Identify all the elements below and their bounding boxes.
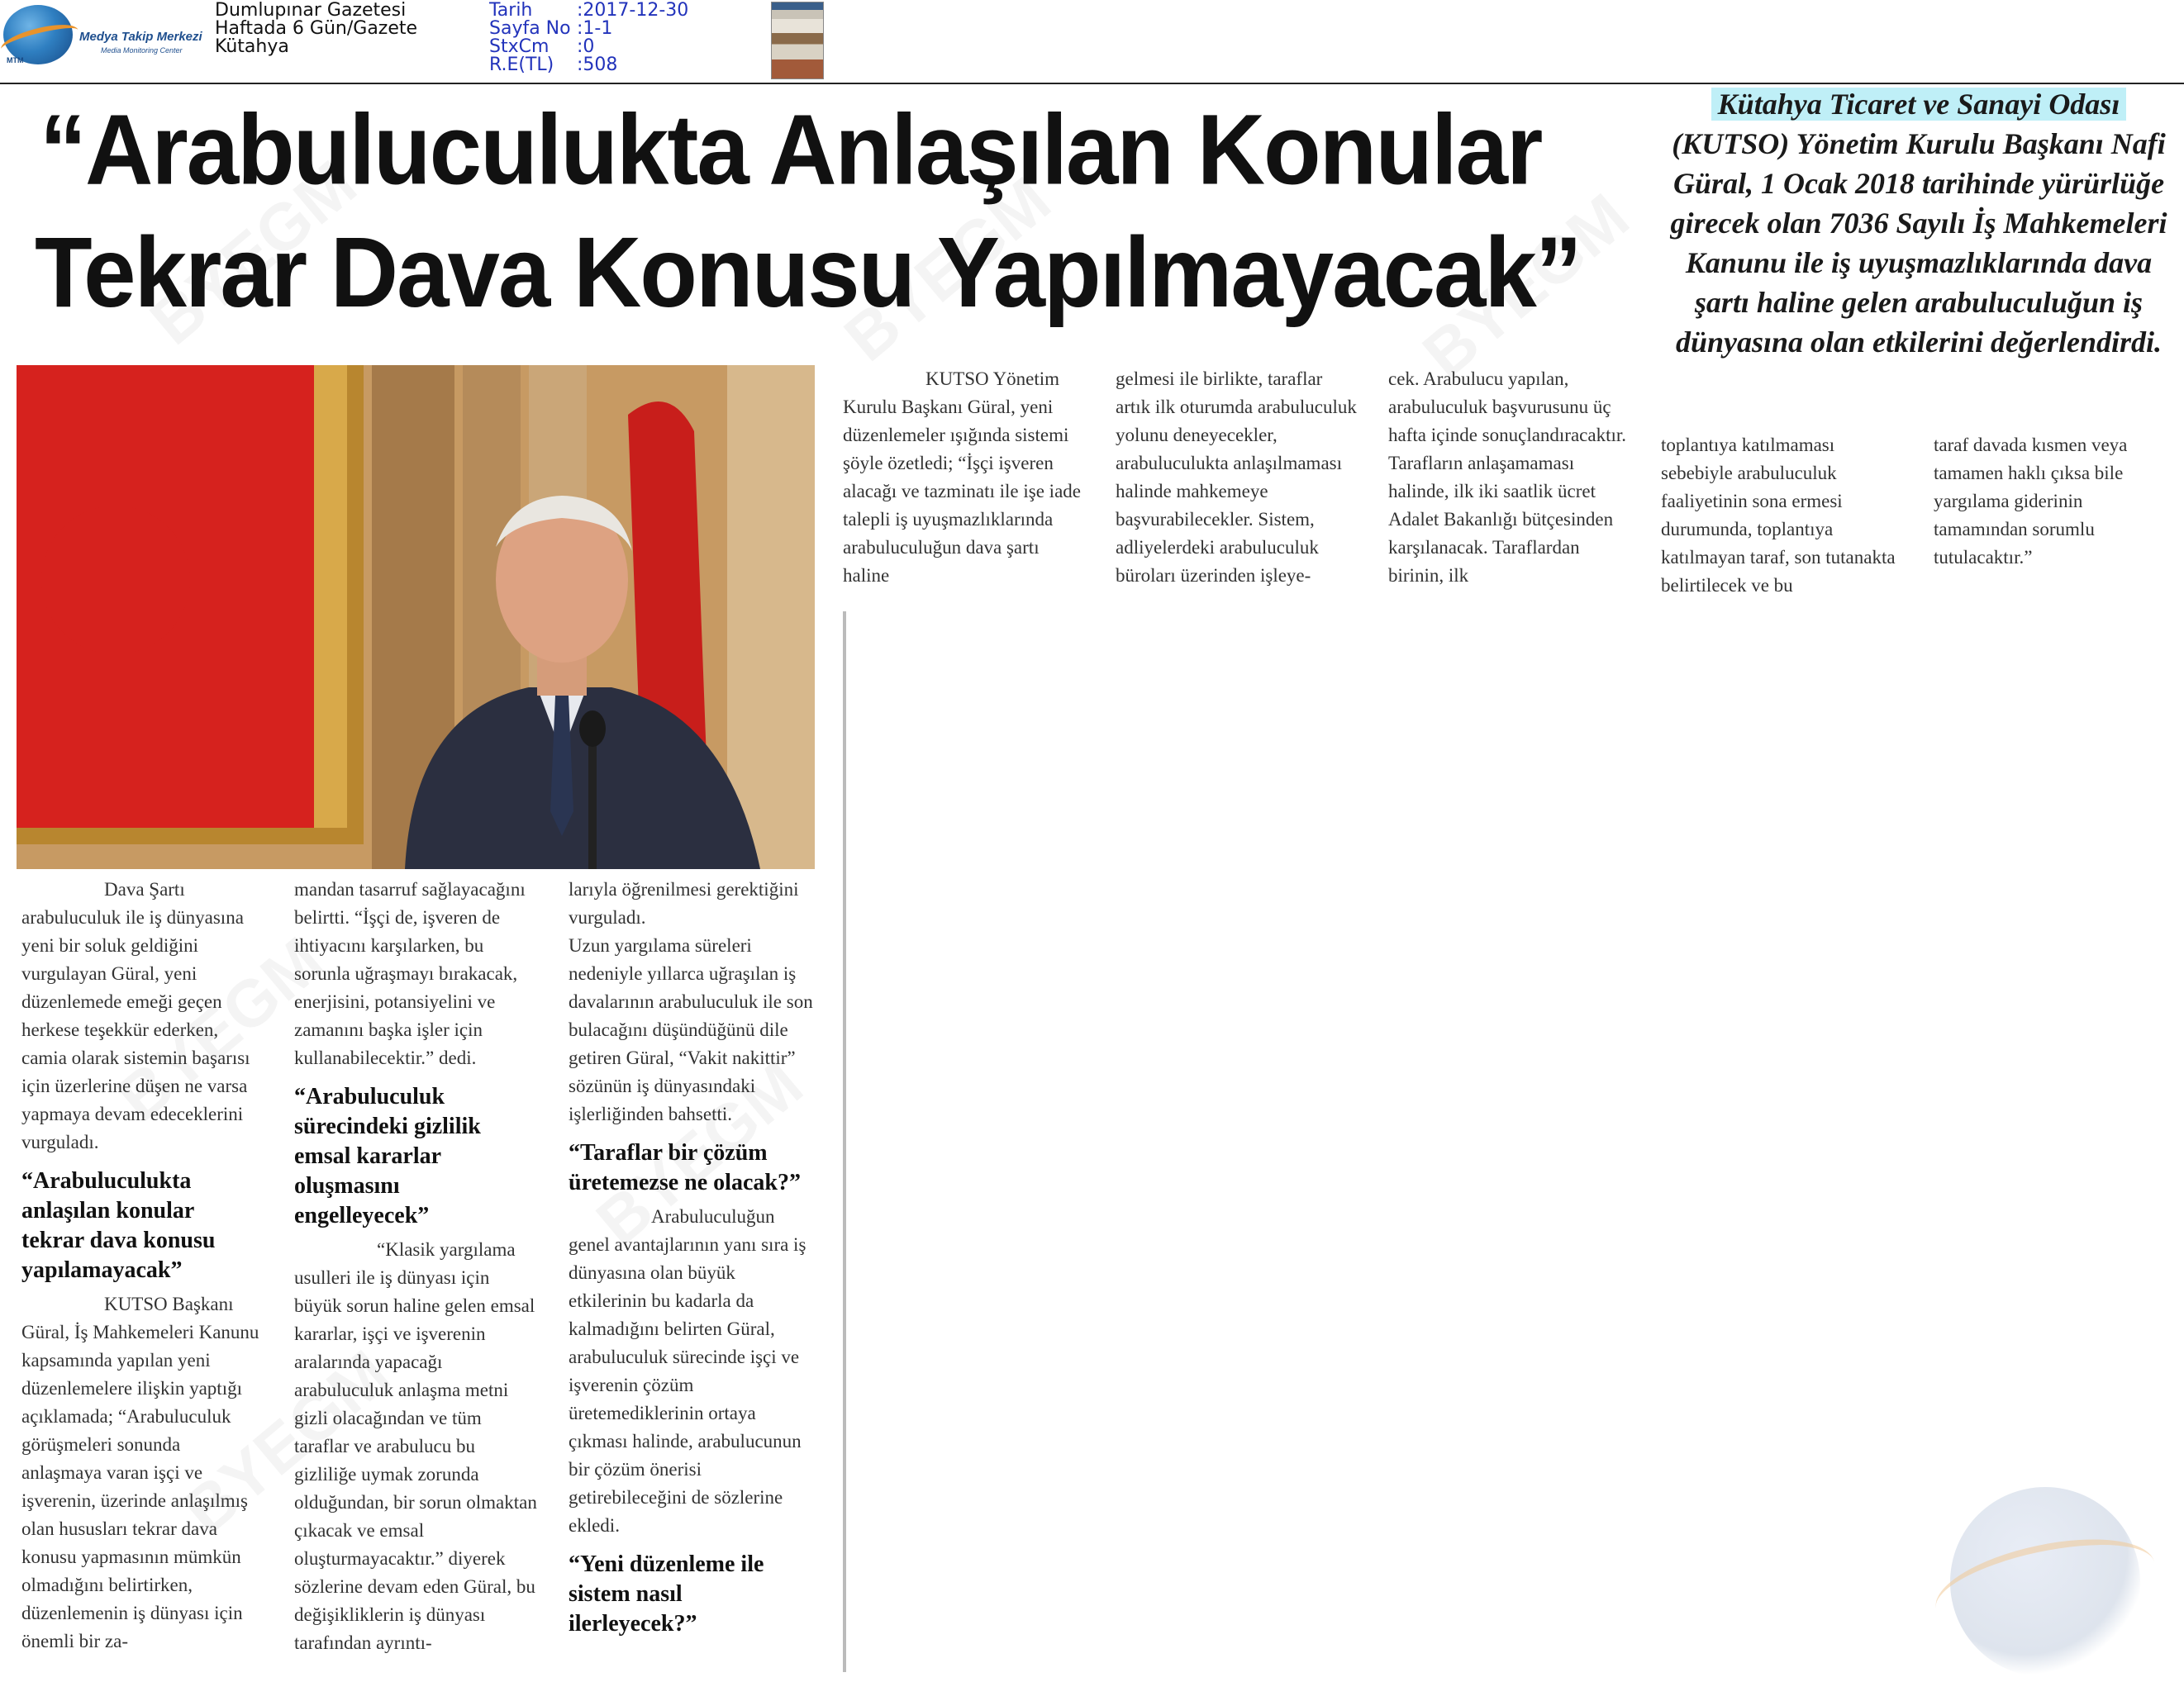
meta-stxcm: StxCm :0 (489, 36, 595, 57)
column-top-2 (1116, 365, 1357, 590)
headline-line-1: “Arabuluculukta Anlaşılan Konular (40, 94, 1542, 206)
paragraph: Arabuluculuğun genel avantajlarının yanı sıra iş dünyasına olan büyük etkilerinin bu kadarla da kalmadığını belirten Güral, arabuluculuk sürecinde işçi ve işverenin çözüm üretemediklerinin ortaya çıkması halinde, arabulucunun bir çözüm önerisi getirebileceğini de sözlerine ekledi. (569, 1206, 807, 1536)
column-divider (843, 611, 846, 1672)
paragraph: KUTSO Başkanı Güral, İş Mahkemeleri Kanunu kapsamında yapılan yeni düzenlemelere ilişkin yaptığı açıklamada; “Arabuluculuk görüşmeleri sonunda anlaşmaya varan işçi ve işverenin, üzerinde anlaşılmış olan hususları tekrar dava konusu yapmasının mümkün olmadığını belirtirken, düzenlemenin iş dünyası için önemli bir za- (21, 1294, 259, 1651)
publication-frequency: Haftada 6 Gün/Gazete (215, 18, 418, 39)
meta-date: Tarih :2017-12-30 (489, 0, 689, 21)
medya-takip-logo (3, 5, 214, 64)
publication-info (215, 2, 417, 56)
column-top-5 (1934, 431, 2173, 572)
paragraph: Dava Şartı arabuluculuk ile iş dünyasına yeni bir soluk geldiğini vurgulayan Güral, yeni düzenlemede emeği geçen herkese teşekkür ederken, camia olarak sistemin başarısı için üzerlerine düşen ne varsa yapmaya devam edeceklerini vurguladı. (21, 879, 250, 1152)
logo-name: Medya Takip Merkezi (79, 30, 202, 44)
subheading: “Arabuluculuk sürecindeki gizlilik emsal kararlar oluşmasını engelleyecek” (294, 1084, 481, 1228)
paragraph: KUTSO Yönetim Kurulu Başkanı Güral, yeni düzenlemeler ışığında sistemi şöyle özetledi; “İşçi işveren alacağı ve tazminatı ile işe iade talepli iş uyuşmazlıklarında arabuluculuğun dava şartı haline (843, 368, 1081, 586)
column-bottom-1 (21, 876, 261, 1656)
paragraph: larıyla öğrenilmesi gerektiğini vurguladı. (569, 879, 799, 928)
subheading: “Taraflar bir çözüm üretemezse ne olacak?” (569, 1140, 801, 1195)
paragraph: gelmesi ile birlikte, taraflar artık ilk oturumda arabuluculuk yolunu deneyecekler, arabuluculukta anlaşılmaması halinde mahkemeye başvurabilecekler. Sistem, adliyelerdeki arabuluculuk büroları üzerinden işleye- (1116, 368, 1357, 586)
column-top-1 (843, 365, 1084, 590)
paragraph: cek. Arabulucu yapılan, arabuluculuk başvurusunu üç hafta içinde sonuçlandıracaktır. Tarafların anlaşamaması halinde, ilk iki saatlik ücret Adalet Bakanlığı bütçesinden karşılanacak. Taraflardan birinin, ilk (1388, 368, 1627, 586)
lead-text: (KUTSO) Yönetim Kurulu Başkanı Nafi Güral, 1 Ocak 2018 tarihinde yürürlüğe girecek olan 7036 Sayılı İş Mahkemeleri Kanunu ile iş uyuşmazlıklarında dava şartı haline gelen arabuluculuğun iş dünyasına olan etkilerini değerlendirdi. (1670, 127, 2167, 359)
logo-subtitle: Media Monitoring Center (101, 46, 183, 55)
paragraph: Uzun yargılama süreleri nedeniyle yıllarca uğraşılan iş davalarının arabuluculuk ile son bulacağını düşündüğünü dile getiren Güral, “Vakit nakittir” sözünün iş dünyasındaki işlerliğinden bahsetti. (569, 935, 813, 1124)
subheading: “Arabuluculukta anlaşılan konular tekrar dava konusu yapılamayacak” (21, 1168, 216, 1283)
meta-page: Sayfa No :1-1 (489, 18, 613, 39)
article-photo (17, 365, 815, 869)
page-thumbnail[interactable] (771, 2, 824, 79)
column-bottom-2 (294, 876, 539, 1657)
article-headline (35, 89, 1638, 335)
speaker-photo-illustration (17, 365, 815, 869)
paragraph: “Klasik yargılama usulleri ile iş dünyası için büyük sorun haline gelen emsal kararlar, işçi ve işverenin aralarında yapacağı arabuluculuk anlaşma metni gizli olacağından ve tüm taraflar ve arabulucu bu gizliliğe uymak zorunda olduğundan, bir sorun olmaktan çıkacak ve emsal oluşturmayacaktır.” diyerek sözlerine devam eden Güral, bu değişikliklerin iş dünyası tarafından ayrıntı- (294, 1239, 537, 1653)
publication-name: Dumlupınar Gazetesi (215, 0, 407, 21)
article-lead (1663, 84, 2175, 362)
column-bottom-3 (569, 876, 816, 1644)
paragraph: toplantıya katılmaması sebebiyle arabuluculuk faaliyetinin sona ermesi durumunda, toplantıya katılmayan taraf, son tutanakta belirtilecek ve bu (1661, 435, 1896, 596)
clipping-meta (489, 2, 688, 74)
paragraph: taraf davada kısmen veya tamamen haklı çıksa bile yargılama giderinin tamamından sorumlu tutulacaktır.” (1934, 435, 2128, 568)
paragraph: mandan tasarruf sağlayacağını belirtti. “İşçi de, işveren de ihtiyacını karşılarken, bu sorunla uğraşmayı bırakacak, enerjisini, potansiyelini ve zamanını başka işler için kullanabilecektir.” dedi. (294, 879, 526, 1068)
clipping-header (0, 0, 2184, 83)
subheading: “Yeni düzenleme ile sistem nasıl ilerleyecek?” (569, 1551, 764, 1637)
publication-city: Kütahya (215, 36, 289, 57)
lead-highlight: Kütahya Ticaret ve Sanayi Odası (1711, 88, 2127, 121)
column-top-3 (1388, 365, 1630, 590)
meta-ad-value: R.E(TL) :508 (489, 55, 618, 75)
headline-line-2: Tekrar Dava Konusu Yapılmayacak” (35, 216, 1581, 329)
logo-mark: MTM (7, 56, 24, 64)
column-top-4 (1661, 431, 1902, 600)
